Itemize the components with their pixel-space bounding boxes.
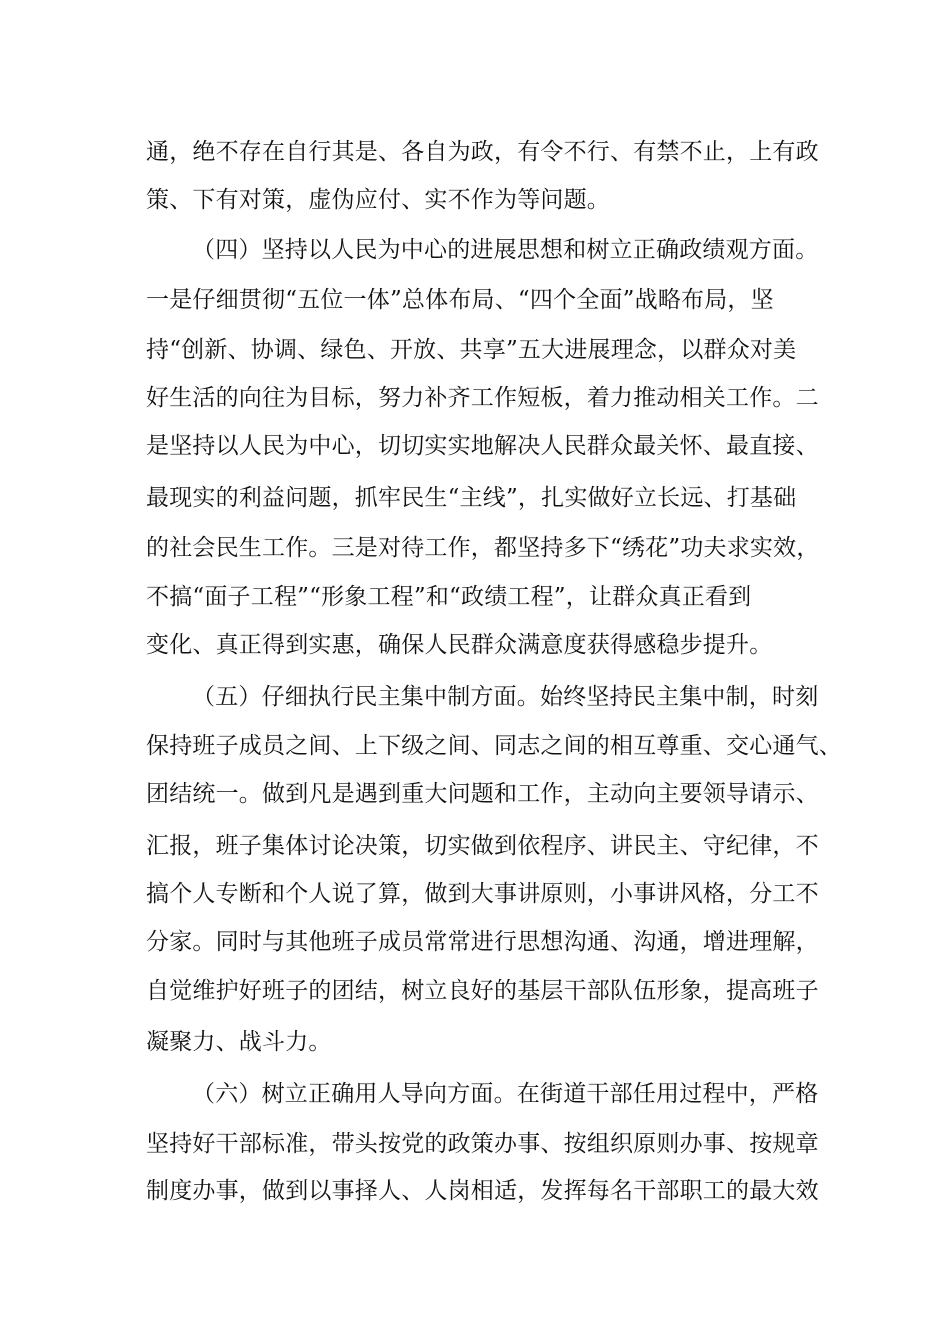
text-line: 最现实的利益问题，抓牢民生“主线”，扎实做好立长远、打基础: [146, 485, 797, 511]
text-line: 持“创新、协调、绿色、开放、共享”五大进展理念，以群众对美: [146, 337, 797, 363]
text-line: 团结统一。做到凡是遇到重大问题和工作，主动向主要领导请示、: [146, 781, 819, 807]
text-line: 的社会民生工作。三是对待工作，都坚持多下“绣花”功夫求实效，: [146, 535, 820, 561]
text-line: 制度办事，做到以事择人、人岗相适，发挥每名干部职工的最大效: [146, 1178, 819, 1204]
text-line: 凝聚力、战斗力。: [146, 1029, 332, 1055]
text-line: 坚持好干部标准，带头按党的政策办事、按组织原则办事、按规章: [146, 1131, 819, 1157]
text-line: 变化、真正得到实惠，确保人民群众满意度获得感稳步提升。: [146, 632, 773, 658]
text-line: 自觉维护好班子的团结，树立良好的基层干部队伍形象，提高班子: [146, 978, 819, 1004]
section-heading-5: （五）仔细执行民主集中制方面。始终坚持民主集中制，时刻: [192, 684, 819, 710]
text-line: 分家。同时与其他班子成员常常进行思想沟通、沟通，增进理解，: [146, 929, 819, 955]
text-line: 是坚持以人民为中心，切切实实地解决人民群众最关怀、最直接、: [146, 433, 819, 459]
text-line: 汇报，班子集体讨论决策，切实做到依程序、讲民主、守纪律，不: [146, 833, 819, 859]
text-line: 搞个人专断和个人说了算，做到大事讲原则，小事讲风格，分工不: [146, 881, 819, 907]
text-line: 好生活的向往为目标，努力补齐工作短板，着力推动相关工作。二: [146, 385, 819, 411]
text-line: 不搞“面子工程”“形象工程”和“政绩工程”，让群众真正看到: [146, 584, 752, 610]
text-line: 策、下有对策，虚伪应付、实不作为等问题。: [146, 187, 610, 213]
text-line: 通，绝不存在自行其是、各自为政，有令不行、有禁不止，上有政: [146, 139, 819, 165]
section-heading-6: （六）树立正确用人导向方面。在街道干部任用过程中，严格: [192, 1081, 819, 1107]
section-heading-4: （四）坚持以人民为中心的进展思想和树立正确政绩观方面。: [192, 237, 819, 263]
text-line: 保持班子成员之间、上下级之间、同志之间的相互尊重、交心通气、: [146, 733, 842, 759]
text-line: 一是仔细贯彻“五位一体”总体布局、“四个全面”战略布局，坚: [146, 287, 774, 313]
